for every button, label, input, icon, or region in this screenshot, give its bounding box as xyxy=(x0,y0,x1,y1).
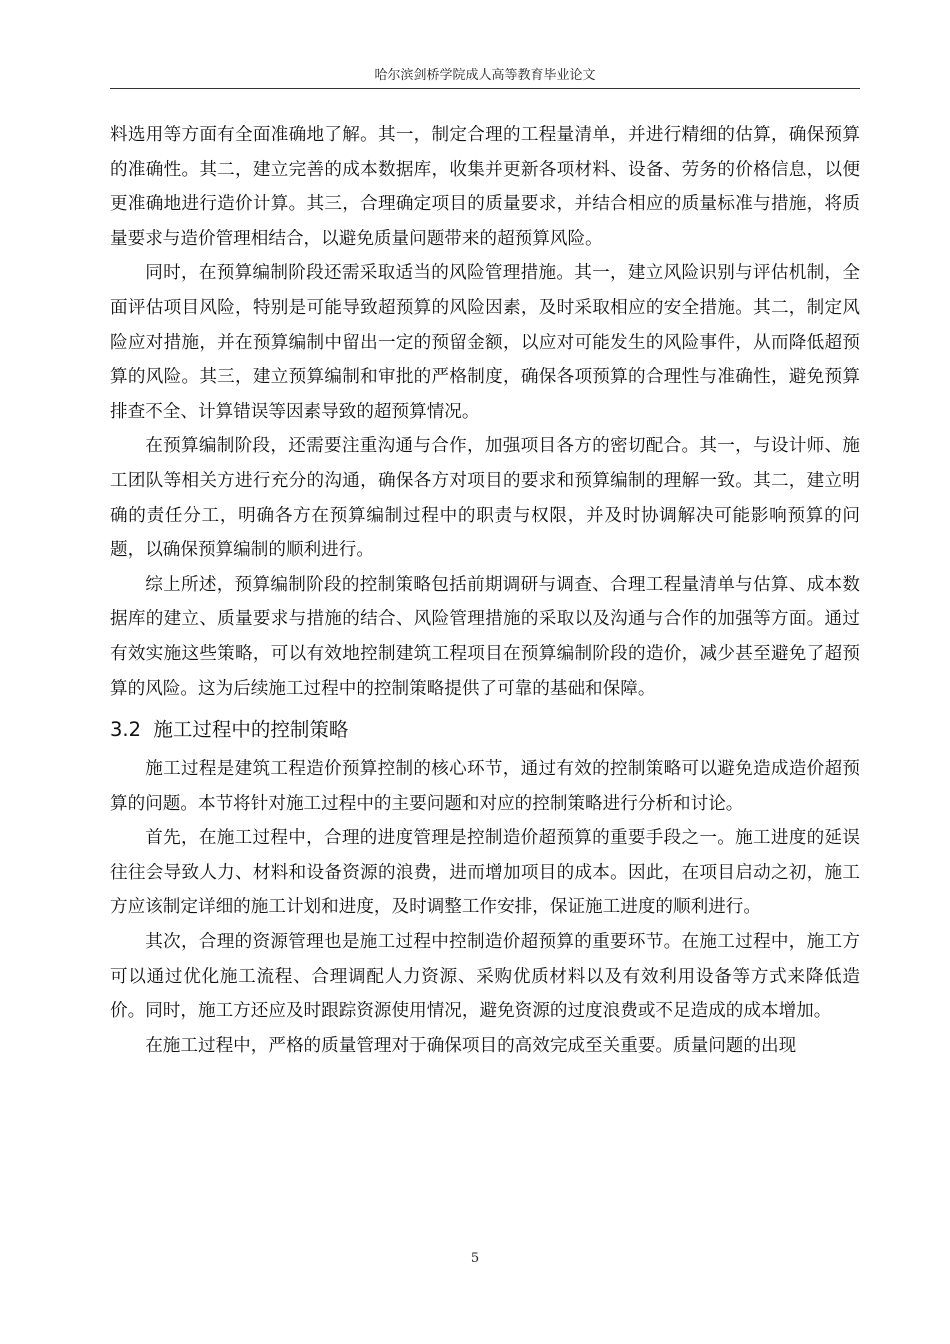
page-number: 5 xyxy=(470,1251,480,1266)
page-header: 哈尔滨剑桥学院成人高等教育毕业论文 xyxy=(374,68,596,83)
paragraph: 料选用等方面有全面准确地了解。其一，制定合理的工程量清单，并进行精细的估算，确保预算的准确性。其二，建立完善的成本数据库，收集并更新各项材料、设备、劳务的价格信息，以便更准确地进行造价计算。其三，合理确定项目的质量要求，并结合相应的质量标准与措施，将质量要求与造价管理相结合，以避免质量问题带来的超预算风险。 xyxy=(110,125,860,249)
section-title: 施工过程中的控制策略 xyxy=(153,718,349,742)
paragraph: 同时，在预算编制阶段还需采取适当的风险管理措施。其一，建立风险识别与评估机制，全面评估项目风险，特别是可能导致超预算的风险因素，及时采取相应的安全措施。其二，制定风险应对措施，并在预算编制中留出一定的预留金额，以应对可能发生的风险事件，从而降低超预算的风险。其三，建立预算编制和审批的严格制度，确保各项预算的合理性与准确性，避免预算排查不全、计算错误等因素导致的超预算情况。 xyxy=(110,263,860,422)
header-divider xyxy=(110,88,860,89)
paragraph: 其次，合理的资源管理也是施工过程中控制造价超预算的重要环节。在施工过程中，施工方可以通过优化施工流程、合理调配人力资源、采购优质材料以及有效利用设备等方式来降低造价。同时，施工方还应及时跟踪资源使用情况，避免资源的过度浪费或不足造成的成本增加。 xyxy=(110,932,860,1022)
paragraph: 在预算编制阶段，还需要注重沟通与合作，加强项目各方的密切配合。其一，与设计师、施工团队等相关方进行充分的沟通，确保各方对项目的要求和预算编制的理解一致。其二，建立明确的责任分工，明确各方在预算编制过程中的职责与权限，并及时协调解决可能影响预算的问题，以确保预算编制的顺利进行。 xyxy=(110,436,860,561)
paragraph: 在施工过程中，严格的质量管理对于确保项目的高效完成至关重要。质量问题的出现 xyxy=(145,1035,797,1056)
paragraph: 综上所述，预算编制阶段的控制策略包括前期调研与调查、合理工程量清单与估算、成本数据库的建立、质量要求与措施的结合、风险管理措施的采取以及沟通与合作的加强等方面。通过有效实施这些策略，可以有效地控制建筑工程项目在预算编制阶段的造价，减少甚至避免了超预算的风险。这为后续施工过程中的控制策略提供了可靠的基础和保障。 xyxy=(110,574,860,699)
section-number: 3.2 xyxy=(110,718,142,742)
paragraph: 首先，在施工过程中，合理的进度管理是控制造价超预算的重要手段之一。施工进度的延误往往会导致人力、材料和设备资源的浪费，进而增加项目的成本。因此，在项目启动之初，施工方应该制定详细的施工计划和进度，及时调整工作安排，保证施工进度的顺利进行。 xyxy=(110,828,860,918)
section-heading xyxy=(110,712,860,748)
paragraph: 施工过程是建筑工程造价预算控制的核心环节，通过有效的控制策略可以避免造成造价超预算的问题。本节将针对施工过程中的主要问题和对应的控制策略进行分析和讨论。 xyxy=(110,759,860,814)
page-body xyxy=(110,118,860,1063)
